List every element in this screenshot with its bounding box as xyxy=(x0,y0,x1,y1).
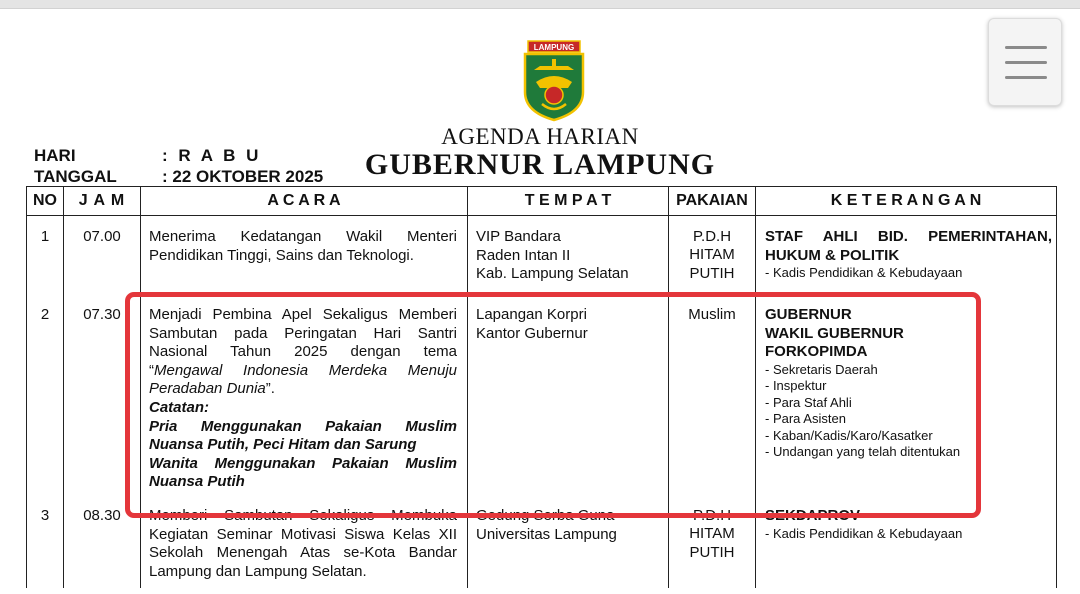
dress-line: HITAM xyxy=(689,525,735,542)
row-event xyxy=(141,297,468,501)
logo-banner-text: LAMPUNG xyxy=(533,43,575,52)
tanggal-value: : 22 OKTOBER 2025 xyxy=(162,167,324,186)
row-time: 07.30 xyxy=(64,297,141,501)
header-keterangan: K E T E R A N G A N xyxy=(756,187,1057,216)
note-text: Wanita Menggunakan Pakaian Muslim Nuansa Putih xyxy=(149,454,457,491)
row-number: 1 xyxy=(27,216,64,298)
notes-item: - Sekretaris Daerah xyxy=(765,361,878,377)
table-row xyxy=(27,297,1057,501)
place-line: Kantor Gubernur xyxy=(476,324,588,342)
table-row xyxy=(27,501,1057,588)
place-line: Raden Intan II xyxy=(476,246,571,264)
row-dress xyxy=(669,297,756,501)
row-event xyxy=(141,501,468,588)
lampung-emblem-icon xyxy=(522,40,586,122)
notes-heading: GUBERNUR xyxy=(765,306,852,323)
row-number: 2 xyxy=(27,297,64,501)
header-tempat: T E M P A T xyxy=(468,187,669,216)
place-line: Kab. Lampung Selatan xyxy=(476,265,629,283)
governor-title: GUBERNUR LAMPUNG xyxy=(364,148,716,181)
row-time: 07.00 xyxy=(64,216,141,298)
table-header-row xyxy=(27,187,1057,216)
table-row xyxy=(27,216,1057,298)
row-event xyxy=(141,216,468,298)
event-main-text: Menjadi Pembina Apel Sekaligus Memberi Sambutan pada Peringatan Hari Santri Nasional Tahun 2025 dengan tema “ xyxy=(149,306,457,379)
notes-item: - Kadis Pendidikan & Kebudayaan xyxy=(765,525,963,541)
event-text: Menerima Kedatangan Wakil Menteri Pendidikan Tinggi, Sains dan Teknologi. xyxy=(149,228,457,264)
notes-heading: SEKDAPROV xyxy=(765,507,861,524)
hari-value: : R A B U xyxy=(162,146,262,165)
place-line: Universitas Lampung xyxy=(476,525,617,543)
row-dress xyxy=(669,216,756,298)
hari-label: HARI xyxy=(34,146,76,165)
event-end-text: ”. xyxy=(265,380,275,398)
notes-item: - Kadis Pendidikan & Kebudayaan xyxy=(765,265,963,281)
row-notes xyxy=(756,216,1057,298)
dress-line: P.D.H xyxy=(692,507,732,524)
row-dress xyxy=(669,501,756,588)
row-notes xyxy=(756,501,1057,588)
hamburger-icon-line xyxy=(1005,76,1047,79)
notes-heading: FORKOPIMDA xyxy=(765,343,868,361)
hamburger-icon-line xyxy=(1005,61,1047,64)
top-edge-bar xyxy=(0,0,1080,9)
row-number: 3 xyxy=(27,501,64,588)
dress-line: HITAM xyxy=(689,246,735,263)
header-acara: A C A R A xyxy=(141,187,468,216)
row-place xyxy=(468,216,669,298)
header-jam: J A M xyxy=(64,187,141,216)
agenda-table xyxy=(26,186,1057,588)
place-line: Gedung Serba Guna xyxy=(476,507,615,524)
notes-item: - Para Asisten xyxy=(765,411,846,427)
notes-heading: WAKIL GUBERNUR xyxy=(765,324,904,342)
row-place xyxy=(468,297,669,501)
hamburger-menu-button[interactable] xyxy=(988,18,1062,106)
note-text: Pria Menggunakan Pakaian Muslim Nuansa Putih, Peci Hitam dan Sarung xyxy=(149,417,457,454)
place-line: Lapangan Korpri xyxy=(476,306,587,323)
row-notes xyxy=(756,297,1057,501)
event-theme-text: Mengawal Indonesia Merdeka Menuju Peradaban Dunia xyxy=(149,361,457,398)
hamburger-icon xyxy=(1005,46,1047,49)
dress-line: P.D.H xyxy=(692,228,732,245)
note-label: Catatan: xyxy=(149,398,210,416)
header-pakaian: PAKAIAN xyxy=(669,187,756,216)
dress-line: Muslim xyxy=(688,306,736,323)
notes-item: - Undangan yang telah ditentukan xyxy=(765,444,961,460)
notes-heading: STAF AHLI BID. PEMERINTAHAN, HUKUM & POLITIK xyxy=(765,228,1052,264)
notes-item: - Para Staf Ahli xyxy=(765,394,852,410)
dress-line: PUTIH xyxy=(689,264,735,282)
notes-item: - Inspektur xyxy=(765,378,827,394)
tanggal-label: TANGGAL xyxy=(34,167,117,186)
agenda-title: AGENDA HARIAN xyxy=(441,124,639,149)
row-time: 08.30 xyxy=(64,501,141,588)
header-no: NO xyxy=(27,187,64,216)
event-text xyxy=(149,306,457,399)
place-line: VIP Bandara xyxy=(476,228,561,245)
notes-item: - Kaban/Kadis/Karo/Kasatker xyxy=(765,427,933,443)
event-text: Memberi Sambutan Sekaligus Membuka Kegiatan Seminar Motivasi Siswa Kelas XII Sekolah Menengah Atas se-Kota Bandar Lampung dan Lampung Selatan. xyxy=(149,507,457,580)
dress-line: PUTIH xyxy=(689,543,735,561)
row-place xyxy=(468,501,669,588)
